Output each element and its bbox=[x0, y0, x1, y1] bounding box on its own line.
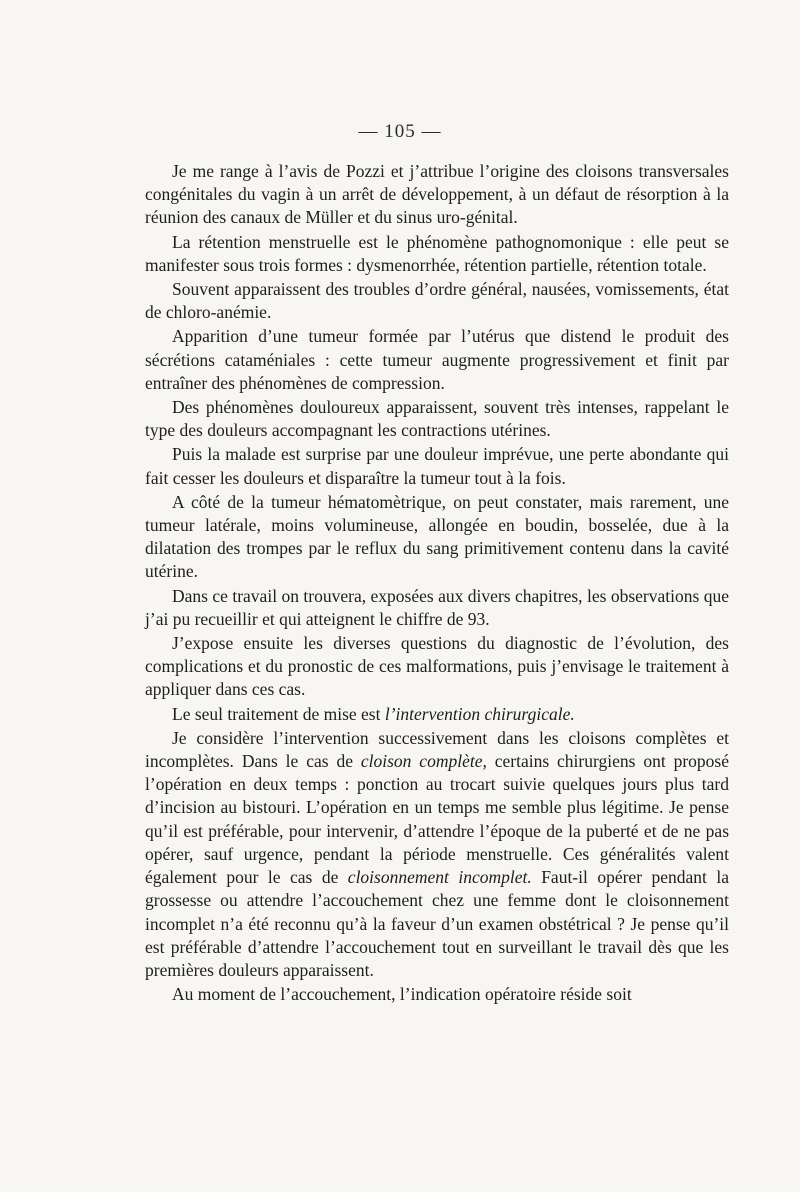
emphasized-text: cloison complète, bbox=[360, 751, 487, 772]
paragraph: Apparition d’une tumeur formée par l’utérus que distend le produit des sécrétions cataméniales : cette tumeur augmente progressivement et finit par entraîner des phénomènes de compression. bbox=[145, 326, 729, 393]
paragraph-text: certains chirurgiens ont proposé l’opération en deux temps : ponction au trocart suivie quelques jours plus tard d’incision au bistouri. L’opération en un temps me semble plus légitime. Je pense qu’il est préférable, pour intervenir, d’attendre l’époque de la puberté et de ne pas opérer, sauf urgence, pendant la période menstruelle. Ces généralités valent également pour le cas de bbox=[145, 751, 729, 888]
paragraph-text: Le seul traitement de mise est bbox=[172, 703, 385, 724]
paragraph: Des phénomènes douloureux apparaissent, souvent très intenses, rappelant le type des douleurs accompagnant les contractions utérines. bbox=[145, 397, 729, 441]
paragraph: Souvent apparaissent des troubles d’ordre général, nausées, vomissements, état de chloro-anémie. bbox=[145, 279, 729, 323]
paragraph-text: Faut-il opérer pendant la grossesse ou attendre l’accouchement chez une femme dont le cloisonnement incomplet n’a été reconnu qu’à la faveur d’un examen obstétrical ? Je pense qu’il est préférable d’attendre l’accouchement tout en surveillant le travail dès que les premières douleurs apparaissent. bbox=[145, 867, 729, 980]
paragraph: Dans ce travail on trouvera, exposées aux divers chapitres, les observations que j’ai pu recueillir et qui atteignent le chiffre de 93. bbox=[145, 585, 729, 629]
paragraph: Au moment de l’accouchement, l’indication opératoire réside soit bbox=[172, 984, 632, 1005]
paragraph: Puis la malade est surprise par une douleur imprévue, une perte abondante qui fait cesser les douleurs et disparaître la tumeur tout à la fois. bbox=[145, 444, 729, 488]
paragraph bbox=[145, 703, 729, 726]
paragraph bbox=[145, 727, 729, 982]
paragraph: La rétention menstruelle est le phénomène pathognomonique : elle peut se manifester sous trois formes : dysmenorrhée, rétention partielle, rétention totale. bbox=[145, 231, 729, 275]
paragraph: Je me range à l’avis de Pozzi et j’attribue l’origine des cloisons transversales congénitales du vagin à un arrêt de développement, à un défaut de résorption à la réunion des canaux de Müller et du sinus uro-génital. bbox=[145, 161, 729, 228]
paragraph: A côté de la tumeur hématomètrique, on peut constater, mais rarement, une tumeur latérale, moins volumineuse, allongée en boudin, bosselée, due à la dilatation des trompes par le reflux du sang primitivement contenu dans la cavité utérine. bbox=[145, 491, 729, 582]
page-number: — 105 — bbox=[358, 121, 442, 142]
paragraph-text: Je considère l’intervention successivement dans les cloisons complètes et incomplètes. Dans le cas de bbox=[145, 727, 729, 772]
paragraph: J’expose ensuite les diverses questions du diagnostic de l’évolution, des complications et du pronostic de ces malformations, puis j’envisage le traitement à appliquer dans ces cas. bbox=[145, 633, 729, 700]
emphasized-text: cloisonnement incomplet. bbox=[347, 867, 532, 888]
body-text bbox=[145, 160, 729, 1007]
emphasized-text: l’intervention chirurgicale. bbox=[384, 703, 575, 724]
